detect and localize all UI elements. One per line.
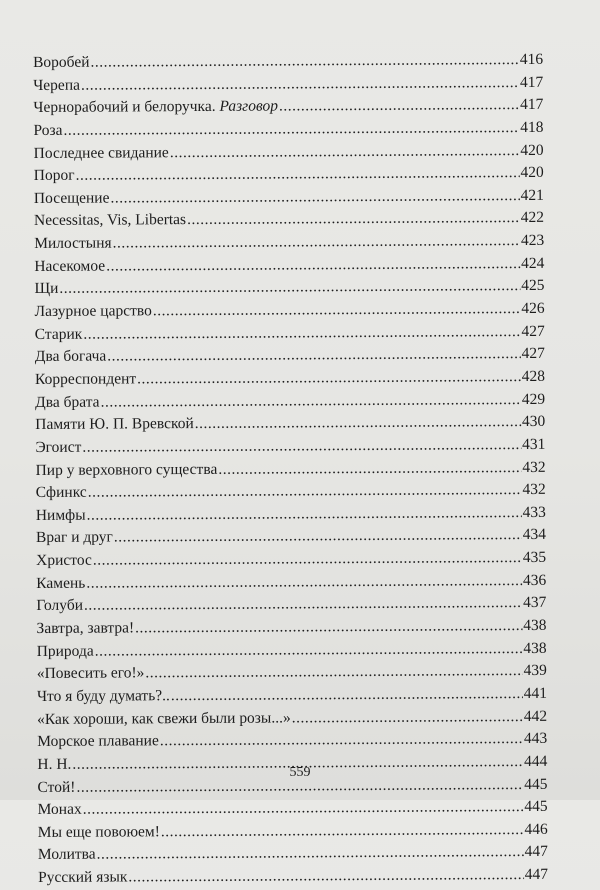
dot-leader xyxy=(187,208,520,232)
toc-entry xyxy=(34,139,544,165)
toc-entry-title: Пир у верховного существа xyxy=(35,460,218,479)
toc-entry xyxy=(36,547,546,573)
toc-entry-page: 422 xyxy=(520,209,545,227)
dot-leader xyxy=(292,706,523,729)
dot-leader xyxy=(107,343,521,368)
toc-entry-page: 426 xyxy=(521,299,545,318)
dot-leader xyxy=(76,162,520,187)
dot-leader xyxy=(87,502,522,527)
toc-entry xyxy=(34,185,544,211)
toc-entry-page: 434 xyxy=(522,526,547,544)
toc-entry-page: 443 xyxy=(523,730,548,748)
dot-leader xyxy=(153,298,521,322)
toc-entry-title: Голуби xyxy=(36,597,84,615)
toc-entry-page: 435 xyxy=(522,548,547,567)
toc-entry xyxy=(37,660,547,686)
dot-leader xyxy=(145,660,522,684)
toc-entry-title: Н. Н. xyxy=(37,755,72,773)
toc-entry-title: Морское плавание xyxy=(37,732,159,751)
dot-leader xyxy=(170,140,520,164)
toc-entry-page: 445 xyxy=(524,775,548,793)
toc-entry xyxy=(34,253,544,279)
dot-leader xyxy=(218,457,521,481)
toc-entry-page: 446 xyxy=(524,820,548,838)
toc-entry xyxy=(37,705,547,731)
toc-entry-page: 421 xyxy=(520,186,544,204)
dot-leader xyxy=(161,819,524,843)
toc-entry-title: Враг и друг xyxy=(35,528,113,547)
toc-entry-page: 423 xyxy=(520,232,545,250)
toc-entry-page: 433 xyxy=(522,503,546,521)
toc-entry-page: 417 xyxy=(519,73,544,91)
toc-entry-title: Последнее свидание xyxy=(33,143,169,162)
dot-leader xyxy=(84,592,522,617)
toc-entry xyxy=(33,49,543,75)
dot-leader xyxy=(93,547,522,572)
dot-leader xyxy=(137,366,521,390)
toc-entry xyxy=(38,819,548,845)
table-of-contents xyxy=(33,49,548,890)
toc-entry-page: 430 xyxy=(521,413,546,431)
toc-entry xyxy=(36,502,546,528)
toc-entry-page: 439 xyxy=(523,662,547,680)
toc-entry-title: Два богача xyxy=(34,347,107,366)
toc-entry xyxy=(37,728,547,754)
dot-leader xyxy=(81,72,519,97)
toc-entry-page: 416 xyxy=(519,50,544,69)
toc-entry xyxy=(35,434,545,460)
toc-entry xyxy=(34,230,544,256)
toc-entry xyxy=(34,275,544,301)
toc-entry-page: 427 xyxy=(521,322,545,340)
toc-entry-page: 420 xyxy=(520,164,544,182)
dot-leader xyxy=(86,570,522,595)
toc-entry xyxy=(35,388,545,414)
dot-leader xyxy=(88,479,522,504)
toc-entry-title: Черепа xyxy=(33,76,81,94)
toc-entry-title: Два брата xyxy=(35,393,100,411)
toc-entry-page: 420 xyxy=(520,141,544,159)
dot-leader xyxy=(135,615,522,639)
toc-entry-title: Молитва xyxy=(37,846,96,864)
toc-entry-title: Посещение xyxy=(33,189,110,207)
toc-entry-page: 447 xyxy=(524,843,548,861)
toc-entry-title: Русский язык xyxy=(37,868,128,887)
toc-entry-title: Воробей xyxy=(33,53,90,71)
toc-entry-title: Роза xyxy=(33,121,63,139)
toc-entry xyxy=(36,592,546,618)
dot-leader xyxy=(63,117,519,142)
toc-entry-page: 444 xyxy=(524,752,548,770)
dot-leader xyxy=(160,728,523,752)
dot-leader xyxy=(90,49,518,74)
toc-entry xyxy=(35,298,545,324)
toc-entry-title: Щи xyxy=(34,280,59,298)
toc-entry-title: Сфинкс xyxy=(35,483,87,502)
toc-entry-title: Нимфы xyxy=(35,506,86,524)
page-number: 559 xyxy=(289,765,311,780)
toc-entry xyxy=(34,207,544,233)
toc-entry-page: 447 xyxy=(524,865,549,884)
dot-leader xyxy=(83,321,520,346)
toc-entry xyxy=(35,411,545,437)
toc-entry-title: Природа xyxy=(36,642,94,660)
toc-entry-title: Мы еще повоюем! xyxy=(37,823,160,841)
toc-entry xyxy=(38,841,548,867)
dot-leader xyxy=(110,185,519,209)
toc-entry-title: Завтра, завтра! xyxy=(36,619,135,638)
dot-leader xyxy=(106,253,520,278)
toc-entry xyxy=(35,366,545,392)
toc-entry xyxy=(34,162,544,188)
dot-leader xyxy=(97,841,524,866)
toc-entry-page: 429 xyxy=(521,390,546,408)
toc-entry xyxy=(36,615,546,641)
dot-leader xyxy=(113,230,520,254)
toc-entry-page: 432 xyxy=(522,481,546,499)
dot-leader xyxy=(100,389,520,414)
toc-entry xyxy=(35,343,545,369)
toc-entry-title: Монах xyxy=(37,800,82,819)
toc-entry-title: Стой! xyxy=(37,778,76,796)
toc-entry-page: 417 xyxy=(520,96,544,114)
toc-entry xyxy=(36,479,546,505)
toc-entry-page: 441 xyxy=(523,684,547,702)
toc-entry-title: Старик xyxy=(34,325,83,343)
toc-entry-page: 424 xyxy=(520,254,545,272)
toc-entry-page: 436 xyxy=(522,571,547,589)
toc-entry-title: Necessitas, Vis, Libertas xyxy=(33,211,187,230)
toc-entry-page: 418 xyxy=(520,118,544,136)
dot-leader xyxy=(59,275,520,300)
toc-entry-title: Чернорабочий и белоручка. Разговор xyxy=(33,97,278,117)
toc-entry-page: 437 xyxy=(523,594,547,612)
toc-entry xyxy=(35,456,545,482)
dot-leader xyxy=(114,524,522,548)
toc-entry-title: Эгоист xyxy=(35,438,82,456)
toc-entry-title: Лазурное царство xyxy=(34,302,152,321)
toc-entry xyxy=(37,683,547,709)
dot-leader xyxy=(128,864,524,888)
toc-entry-subtitle: Разговор xyxy=(219,97,278,116)
toc-entry-title: Камень xyxy=(36,574,86,592)
toc-entry xyxy=(36,570,546,596)
toc-entry-title: Что я буду думать?.. xyxy=(36,687,170,705)
toc-entry-title: Милостыня xyxy=(34,234,112,253)
toc-entry-page: 438 xyxy=(523,639,547,657)
dot-leader xyxy=(279,94,519,117)
toc-entry xyxy=(35,321,545,347)
toc-entry xyxy=(33,72,543,98)
toc-entry-page: 438 xyxy=(523,616,547,635)
toc-entry-page: 442 xyxy=(523,707,548,725)
toc-entry-page: 427 xyxy=(521,345,545,363)
dot-leader xyxy=(171,683,523,707)
toc-entry-title: «Повесить его!» xyxy=(36,664,145,683)
toc-entry-page: 428 xyxy=(521,367,546,385)
toc-entry xyxy=(37,638,547,664)
toc-entry-page: 432 xyxy=(522,458,546,476)
toc-entry xyxy=(33,94,543,120)
toc-entry xyxy=(33,117,543,143)
toc-entry-page: 445 xyxy=(524,798,548,816)
dot-leader xyxy=(195,411,521,435)
dot-leader xyxy=(82,434,521,459)
toc-entry-page: 425 xyxy=(521,277,545,295)
toc-entry xyxy=(36,524,546,550)
toc-entry-title: Насекомое xyxy=(34,257,106,275)
toc-entry-title: Памяти Ю. П. Вревской xyxy=(35,415,194,434)
toc-entry-title: Корреспондент xyxy=(34,370,137,388)
toc-entry-title: Порог xyxy=(33,166,75,185)
toc-entry-title: Христос xyxy=(36,551,92,570)
toc-entry-page: 431 xyxy=(522,435,546,453)
toc-entry xyxy=(38,864,548,890)
dot-leader xyxy=(95,638,523,663)
toc-entry-title: «Как хороши, как свежи были розы...» xyxy=(37,709,291,728)
